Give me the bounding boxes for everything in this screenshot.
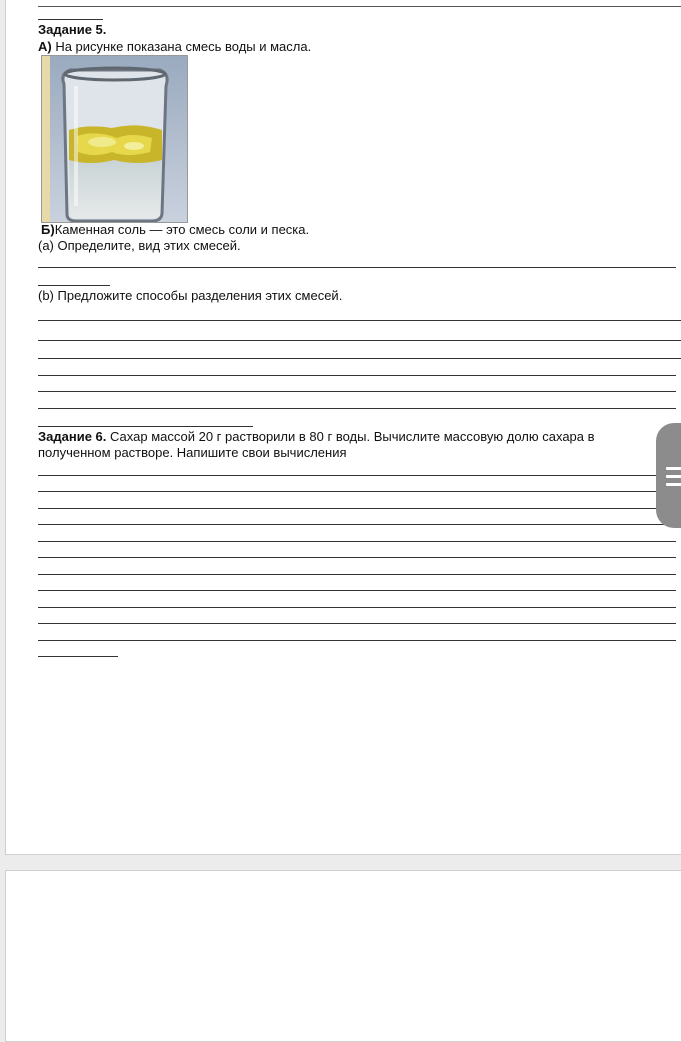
top-rule (38, 6, 681, 7)
short-rule (38, 656, 118, 657)
answer-line (38, 508, 676, 509)
menu-icon-bar (666, 483, 681, 486)
short-rule (38, 285, 110, 286)
task6-line1 (38, 429, 595, 445)
task5-title: Задание 5. (38, 22, 107, 37)
task5-question-a: (a) Определите, вид этих смесей. (38, 238, 241, 253)
short-rule (38, 19, 103, 20)
task6-line2: полученном растворе. Напишите свои вычисления (38, 445, 347, 460)
answer-line (38, 541, 676, 542)
answer-line (38, 491, 676, 492)
task5-part-b-text: Каменная соль — это смесь соли и песка. (54, 222, 310, 237)
task5-part-a-text: На рисунке показана смесь воды и масла. (51, 39, 312, 54)
short-rule (38, 426, 253, 427)
answer-line (38, 623, 676, 624)
answer-line (38, 574, 676, 575)
answer-line (38, 375, 676, 376)
answer-line (38, 590, 676, 591)
task6-title: Задание 6. (38, 429, 107, 444)
menu-icon-bar (666, 475, 681, 478)
answer-line (38, 358, 681, 359)
answer-line (38, 607, 676, 608)
task5-part-a-label: А) (38, 39, 52, 54)
task5-part-a (38, 39, 311, 55)
answer-line (38, 267, 676, 268)
menu-icon (666, 467, 681, 470)
answer-line (38, 320, 681, 321)
answer-line (38, 557, 676, 558)
answer-line (38, 391, 676, 392)
worksheet-page-2 (5, 870, 681, 1042)
answer-line (38, 408, 676, 409)
task5-part-b-label: Б) (41, 222, 55, 237)
side-menu-button[interactable] (656, 423, 681, 528)
beaker-image (41, 55, 188, 223)
task5-question-b: (b) Предложите способы разделения этих смесей. (38, 288, 343, 303)
task5-part-b (41, 222, 309, 238)
answer-line (38, 640, 676, 641)
answer-line (38, 340, 681, 341)
answer-line (38, 475, 676, 476)
task6-text: Сахар массой 20 г растворили в 80 г воды. Вычислите массовую долю сахара в (106, 429, 595, 444)
answer-line (38, 524, 676, 525)
beaker-illustration (42, 56, 187, 222)
